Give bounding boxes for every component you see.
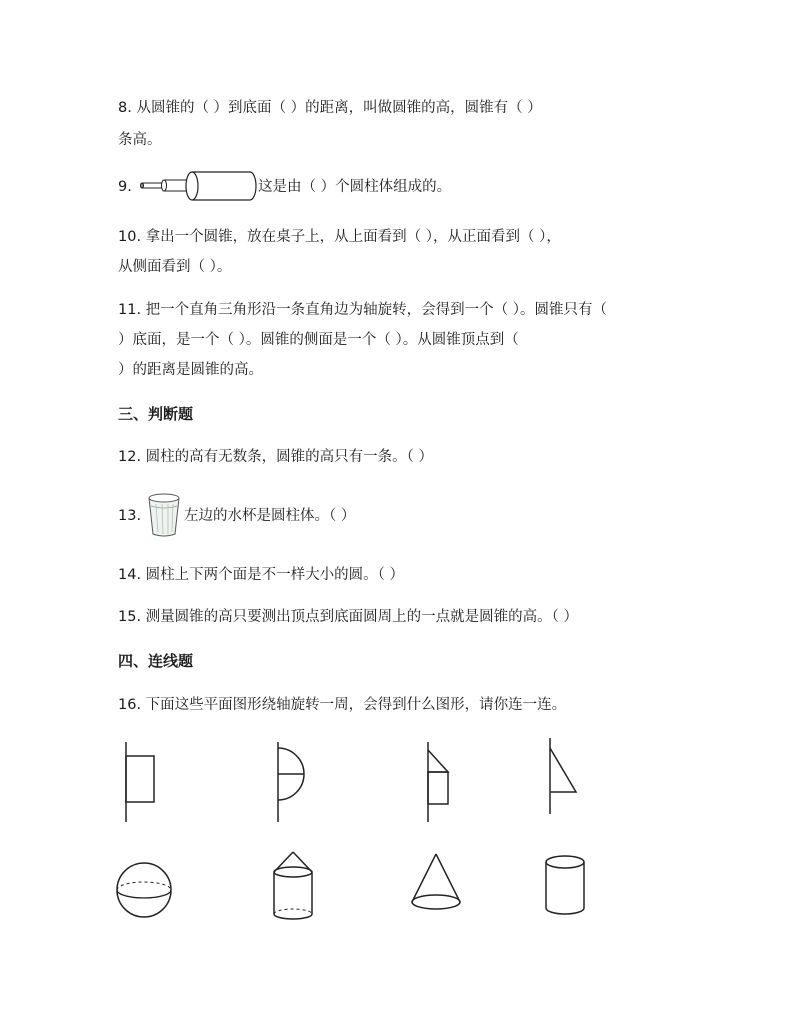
q13-prefix: 13. bbox=[118, 508, 142, 524]
right-triangle-on-axis-icon bbox=[540, 738, 580, 820]
q11-line3: ）的距离是圆锥的高。 bbox=[118, 362, 263, 378]
section3-title: 三、判断题 bbox=[118, 405, 194, 423]
water-cup-icon bbox=[146, 492, 182, 538]
sphere-icon bbox=[114, 860, 174, 920]
triangle-on-rectangle-on-axis-icon bbox=[420, 742, 460, 824]
q15: 15. 测量圆锥的高只要测出顶点到底面圆周上的一点就是圆锥的高。（ ） bbox=[118, 609, 579, 625]
cone-icon bbox=[408, 852, 464, 914]
q13-text: 左边的水杯是圆柱体。（ ） bbox=[184, 508, 356, 524]
rectangle-on-axis-icon bbox=[118, 742, 158, 824]
q11-line1: 11. 把一个直角三角形沿一条直角边为轴旋转，会得到一个（ ）。圆锥只有（ bbox=[118, 302, 608, 318]
q9-text: 这是由（ ）个圆柱体组成的。 bbox=[258, 179, 452, 195]
q8-line1: 8. 从圆锥的（ ）到底面（ ）的距离，叫做圆锥的高，圆锥有（ ） bbox=[118, 100, 542, 116]
q11-line2: ）底面，是一个（ ）。圆锥的侧面是一个（ ）。从圆锥顶点到（ bbox=[118, 332, 519, 348]
rolling-pin-cylinders-icon bbox=[140, 170, 260, 202]
cone-on-cylinder-icon bbox=[268, 850, 318, 922]
q16: 16. 下面这些平面图形绕轴旋转一周，会得到什么图形，请你连一连。 bbox=[118, 697, 567, 713]
q9-prefix: 9. bbox=[118, 179, 132, 195]
cylinder-icon bbox=[540, 852, 590, 918]
section4-title: 四、连线题 bbox=[118, 652, 194, 670]
q10-line2: 从侧面看到（ ）。 bbox=[118, 259, 232, 275]
semicircle-on-axis-icon bbox=[270, 742, 310, 824]
q8-line2: 条高。 bbox=[118, 132, 162, 148]
q10-line1: 10. 拿出一个圆锥，放在桌子上，从上面看到（ ），从正面看到（ ）， bbox=[118, 229, 561, 245]
q14: 14. 圆柱上下两个面是不一样大小的圆。（ ） bbox=[118, 567, 405, 583]
q12: 12. 圆柱的高有无数条，圆锥的高只有一条。（ ） bbox=[118, 449, 434, 465]
